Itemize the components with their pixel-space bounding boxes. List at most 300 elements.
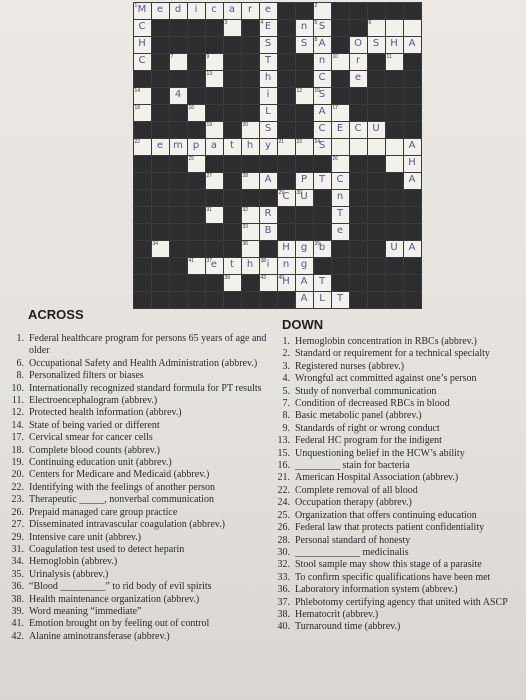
grid-cell[interactable]	[259, 121, 278, 139]
grid-cell[interactable]	[187, 2, 206, 20]
grid-block	[295, 104, 314, 122]
cell-letter: S	[318, 139, 326, 151]
down-clue	[272, 547, 524, 559]
grid-cell[interactable]	[331, 172, 350, 190]
grid-block	[385, 223, 404, 241]
across-clue	[6, 618, 268, 630]
grid-block	[295, 155, 314, 173]
down-heading: DOWN	[282, 317, 324, 332]
grid-cell[interactable]	[403, 138, 422, 156]
grid-cell[interactable]	[367, 121, 386, 139]
clue-text: Hemoglobin concentration in RBCs (abbrev.)	[295, 336, 477, 347]
grid-cell[interactable]	[349, 70, 368, 88]
clue-text: Unquestioning belief in the HCW’s ability	[295, 447, 465, 459]
down-clue	[272, 584, 524, 596]
grid-block	[403, 53, 422, 71]
grid-block	[367, 223, 386, 241]
grid-cell[interactable]	[205, 70, 224, 88]
grid-block	[241, 70, 260, 88]
grid-cell[interactable]	[259, 223, 278, 241]
grid-block	[205, 87, 224, 105]
grid-cell[interactable]	[187, 155, 206, 173]
cell-letter: b	[318, 241, 326, 253]
grid-cell[interactable]	[223, 274, 242, 292]
grid-cell[interactable]	[187, 257, 206, 275]
grid-cell[interactable]	[259, 274, 278, 292]
grid-block	[385, 189, 404, 207]
grid-cell[interactable]	[223, 2, 242, 20]
cell-letter: A	[264, 173, 272, 185]
grid-block	[241, 53, 260, 71]
cell-letter: y	[265, 139, 271, 151]
grid-cell[interactable]	[259, 36, 278, 54]
cell-letter: B	[264, 224, 272, 236]
cell-letter: A	[300, 275, 308, 287]
clue-number: 36.	[277, 584, 290, 596]
grid-block	[151, 70, 170, 88]
grid-block	[367, 2, 386, 20]
grid-block	[241, 104, 260, 122]
grid-cell[interactable]	[295, 257, 314, 275]
clue-text: To confirm specific qualifications have been met	[295, 571, 491, 583]
clue-text: Coagulation test used to detect heparin	[29, 543, 185, 555]
clue-number: 20.	[11, 469, 24, 481]
cell-number: 27	[206, 172, 213, 179]
grid-block	[277, 223, 296, 241]
grid-block	[331, 70, 350, 88]
across-clue	[6, 569, 268, 581]
clue-text: Basic metabolic panel (abbrev.)	[295, 410, 422, 422]
grid-block	[349, 206, 368, 224]
grid-block	[349, 172, 368, 190]
clue-number: 41.	[11, 618, 24, 630]
grid-cell[interactable]	[259, 257, 278, 275]
cell-number: 5	[314, 19, 318, 26]
clue-text: Protected health information (abbrev.)	[29, 407, 182, 419]
down-clue	[272, 423, 524, 435]
grid-cell[interactable]	[187, 104, 206, 122]
grid-block	[367, 257, 386, 275]
grid-cell[interactable]	[205, 172, 224, 190]
clue-number: 6.	[16, 357, 24, 369]
grid-cell[interactable]	[241, 172, 260, 190]
grid-block	[205, 274, 224, 292]
clue-number: 17.	[11, 432, 24, 444]
clue-number: 34.	[11, 556, 24, 568]
grid-cell[interactable]	[295, 240, 314, 258]
grid-cell[interactable]	[169, 53, 188, 71]
down-clue	[272, 597, 524, 609]
grid-cell[interactable]	[385, 19, 404, 37]
cell-letter: M	[137, 3, 147, 15]
grid-block	[349, 257, 368, 275]
grid-cell[interactable]	[331, 104, 350, 122]
cell-letter: T	[336, 207, 344, 219]
cell-letter: t	[230, 139, 234, 151]
grid-block	[403, 104, 422, 122]
grid-cell[interactable]	[241, 240, 260, 258]
cell-letter: e	[156, 3, 164, 15]
grid-cell[interactable]	[277, 274, 296, 292]
grid-cell[interactable]	[295, 138, 314, 156]
grid-cell[interactable]	[331, 155, 350, 173]
grid-cell[interactable]	[385, 240, 404, 258]
grid-cell[interactable]	[151, 240, 170, 258]
grid-block	[241, 274, 260, 292]
grid-cell[interactable]	[385, 155, 404, 173]
grid-cell[interactable]	[331, 53, 350, 71]
grid-block	[133, 121, 152, 139]
grid-cell[interactable]	[313, 87, 332, 105]
grid-block	[277, 87, 296, 105]
grid-cell[interactable]	[277, 189, 296, 207]
grid-block	[151, 206, 170, 224]
grid-block	[223, 121, 242, 139]
cell-letter: E	[336, 122, 344, 134]
grid-cell[interactable]	[313, 138, 332, 156]
grid-block	[277, 291, 296, 309]
grid-cell[interactable]	[295, 189, 314, 207]
grid-block	[331, 36, 350, 54]
grid-cell[interactable]	[133, 138, 152, 156]
grid-block	[403, 291, 422, 309]
cell-letter: C	[318, 71, 326, 83]
cell-letter: T	[318, 275, 326, 287]
across-clue	[6, 457, 268, 469]
grid-cell[interactable]	[205, 121, 224, 139]
clue-number: 5.	[282, 385, 290, 397]
clue-number: 30.	[277, 546, 290, 558]
across-clue-list	[6, 333, 268, 643]
grid-block	[151, 87, 170, 105]
clue-text: State of being varied or different	[29, 419, 160, 431]
grid-block	[241, 19, 260, 37]
grid-cell[interactable]	[241, 121, 260, 139]
cell-letter: C	[318, 122, 326, 134]
grid-block	[187, 223, 206, 241]
clue-text: Personalized filters or biases	[29, 370, 144, 382]
grid-cell[interactable]	[403, 155, 422, 173]
grid-cell[interactable]	[313, 53, 332, 71]
grid-cell[interactable]	[205, 53, 224, 71]
grid-cell[interactable]	[295, 172, 314, 190]
grid-cell[interactable]	[313, 2, 332, 20]
across-clue	[6, 581, 268, 593]
grid-cell[interactable]	[205, 206, 224, 224]
grid-cell[interactable]	[205, 2, 224, 20]
grid-block	[151, 291, 170, 309]
grid-cell[interactable]	[313, 19, 332, 37]
grid-block	[259, 189, 278, 207]
grid-cell[interactable]	[313, 291, 332, 309]
clue-number: 26.	[11, 506, 24, 518]
grid-block	[187, 189, 206, 207]
grid-cell[interactable]	[259, 172, 278, 190]
grid-cell[interactable]	[295, 87, 314, 105]
clue-number: 15.	[277, 447, 290, 459]
cell-number: 11	[386, 53, 392, 60]
cell-letter: a	[228, 3, 236, 15]
grid-cell[interactable]	[169, 87, 188, 105]
cell-number: 21	[278, 138, 285, 145]
cell-letter: n	[336, 190, 344, 202]
clue-text: Condition of decreased RBCs in blood	[295, 398, 450, 410]
grid-block	[349, 2, 368, 20]
grid-cell[interactable]	[133, 36, 152, 54]
grid-cell[interactable]	[133, 87, 152, 105]
grid-block	[187, 121, 206, 139]
cell-number: 18	[134, 104, 141, 111]
grid-cell[interactable]	[169, 138, 188, 156]
clue-number: 40.	[277, 621, 290, 633]
grid-cell[interactable]	[259, 70, 278, 88]
grid-block	[277, 19, 296, 37]
grid-cell[interactable]	[259, 19, 278, 37]
grid-block	[241, 189, 260, 207]
grid-cell[interactable]	[313, 240, 332, 258]
grid-block	[205, 240, 224, 258]
grid-cell[interactable]	[385, 36, 404, 54]
grid-cell[interactable]	[259, 206, 278, 224]
cell-number: 34	[152, 240, 159, 247]
clue-number: 27.	[11, 519, 24, 531]
grid-cell[interactable]	[331, 138, 350, 156]
cell-number: 33	[242, 223, 249, 230]
cell-letter: S	[372, 37, 380, 49]
down-clue	[272, 535, 524, 547]
cell-letter: U	[390, 241, 398, 253]
clue-text: Occupational Safety and Health Administration (abbrev.)	[29, 357, 258, 369]
grid-block	[187, 291, 206, 309]
grid-cell[interactable]	[331, 206, 350, 224]
cell-number: 35	[314, 240, 321, 247]
grid-cell[interactable]	[331, 223, 350, 241]
grid-block	[241, 36, 260, 54]
grid-cell[interactable]	[259, 2, 278, 20]
grid-cell[interactable]	[277, 240, 296, 258]
cell-letter: H	[408, 156, 416, 168]
grid-block	[187, 19, 206, 37]
grid-cell[interactable]	[349, 36, 368, 54]
clue-text: Standard or requirement for a technical specialty	[295, 348, 490, 360]
down-clue	[272, 559, 524, 571]
grid-cell[interactable]	[259, 87, 278, 105]
across-clue	[6, 594, 268, 606]
grid-block	[385, 172, 404, 190]
grid-block	[241, 155, 260, 173]
grid-block	[187, 36, 206, 54]
across-clue	[6, 445, 268, 457]
grid-cell[interactable]	[295, 19, 314, 37]
across-clue	[6, 407, 268, 419]
grid-block	[367, 274, 386, 292]
grid-block	[169, 19, 188, 37]
grid-cell[interactable]	[133, 53, 152, 71]
grid-cell[interactable]	[313, 104, 332, 122]
cell-letter: m	[173, 139, 183, 151]
clue-text: “Blood _________” to rid body of evil spirits	[29, 581, 212, 593]
grid-cell[interactable]	[313, 70, 332, 88]
grid-block	[331, 240, 350, 258]
cell-letter: S	[318, 20, 326, 32]
clue-text: Organization that offers continuing education	[295, 509, 477, 521]
cell-letter: U	[372, 122, 380, 134]
grid-block	[331, 2, 350, 20]
grid-block	[169, 36, 188, 54]
grid-block	[313, 189, 332, 207]
cell-letter: i	[266, 88, 270, 100]
grid-cell[interactable]	[385, 53, 404, 71]
grid-block	[403, 189, 422, 207]
down-clue	[272, 348, 524, 360]
clue-text: Personal standard of honesty	[295, 534, 411, 546]
grid-cell[interactable]	[295, 274, 314, 292]
grid-cell[interactable]	[259, 53, 278, 71]
grid-block	[385, 2, 404, 20]
clue-text: Federal HC program for the indigent	[295, 435, 442, 447]
grid-block	[151, 223, 170, 241]
grid-block	[169, 121, 188, 139]
grid-block	[385, 104, 404, 122]
clue-text: Intensive care unit (abbrev.)	[29, 531, 142, 543]
grid-cell[interactable]	[349, 138, 368, 156]
clue-text: Federal law that protects patient confidentiality	[295, 522, 485, 534]
cell-number: 14	[134, 87, 141, 94]
grid-block	[151, 257, 170, 275]
grid-block	[349, 240, 368, 258]
grid-cell[interactable]	[367, 138, 386, 156]
cell-letter: C	[336, 173, 344, 185]
clue-text: _____________ medicinalis	[295, 546, 409, 558]
cell-letter: r	[247, 3, 253, 15]
grid-cell[interactable]	[349, 121, 368, 139]
grid-block	[151, 172, 170, 190]
grid-block	[133, 206, 152, 224]
cell-number: 6	[368, 19, 372, 26]
grid-cell[interactable]	[187, 138, 206, 156]
clue-number: 21.	[277, 472, 290, 484]
cell-letter: C	[282, 190, 290, 202]
grid-cell[interactable]	[403, 172, 422, 190]
clue-number: 32.	[277, 559, 290, 571]
grid-block	[403, 70, 422, 88]
grid-block	[205, 223, 224, 241]
grid-block	[295, 206, 314, 224]
cell-letter: n	[318, 54, 326, 66]
grid-cell[interactable]	[277, 138, 296, 156]
clue-number: 23.	[11, 494, 24, 506]
grid-cell[interactable]	[331, 189, 350, 207]
clue-text: Stool sample may show this stage of a parasite	[295, 559, 482, 571]
grid-block	[277, 172, 296, 190]
grid-cell[interactable]	[223, 19, 242, 37]
cell-letter: p	[192, 139, 200, 151]
cell-letter: L	[319, 292, 325, 304]
grid-cell[interactable]	[205, 257, 224, 275]
down-clue-list	[272, 336, 524, 634]
cell-letter: T	[264, 54, 272, 66]
grid-cell[interactable]	[169, 2, 188, 20]
grid-block	[133, 274, 152, 292]
grid-cell[interactable]	[403, 240, 422, 258]
grid-block	[295, 223, 314, 241]
grid-cell[interactable]	[367, 36, 386, 54]
grid-cell[interactable]	[151, 138, 170, 156]
cell-number: 1	[134, 2, 138, 9]
cell-number: 2	[314, 2, 318, 9]
grid-cell[interactable]	[313, 274, 332, 292]
grid-cell[interactable]	[241, 257, 260, 275]
grid-block	[349, 189, 368, 207]
clue-number: 33.	[277, 571, 290, 583]
grid-block	[169, 155, 188, 173]
down-clue	[272, 510, 524, 522]
grid-block	[169, 104, 188, 122]
grid-block	[133, 189, 152, 207]
grid-block	[151, 53, 170, 71]
grid-cell[interactable]	[133, 2, 152, 20]
clue-number: 22.	[11, 481, 24, 493]
clue-number: 4.	[282, 373, 290, 385]
grid-cell[interactable]	[313, 172, 332, 190]
clue-number: 7.	[282, 398, 290, 410]
grid-cell[interactable]	[241, 206, 260, 224]
cell-number: 42	[260, 274, 267, 281]
grid-cell[interactable]	[151, 2, 170, 20]
grid-cell[interactable]	[385, 138, 404, 156]
grid-block	[349, 104, 368, 122]
clue-number: 35.	[11, 568, 24, 580]
across-clue	[6, 432, 268, 444]
grid-cell[interactable]	[223, 257, 242, 275]
grid-cell[interactable]	[295, 36, 314, 54]
grid-cell[interactable]	[259, 138, 278, 156]
grid-cell[interactable]	[223, 138, 242, 156]
grid-block	[367, 206, 386, 224]
grid-cell[interactable]	[295, 291, 314, 309]
grid-cell[interactable]	[241, 223, 260, 241]
grid-block	[187, 240, 206, 258]
grid-cell[interactable]	[313, 36, 332, 54]
cell-letter: P	[300, 173, 308, 185]
grid-cell[interactable]	[403, 36, 422, 54]
grid-cell[interactable]	[349, 53, 368, 71]
grid-cell[interactable]	[313, 121, 332, 139]
clue-text: Prepaid managed care group practice	[29, 506, 178, 518]
grid-cell[interactable]	[331, 121, 350, 139]
grid-cell[interactable]	[331, 291, 350, 309]
cell-letter: T	[318, 173, 326, 185]
cell-number: 32	[242, 206, 249, 213]
grid-cell[interactable]	[403, 19, 422, 37]
grid-cell[interactable]	[133, 19, 152, 37]
grid-cell[interactable]	[241, 138, 260, 156]
grid-cell[interactable]	[277, 257, 296, 275]
clue-text: Hematocrit (abbrev.)	[295, 608, 379, 620]
grid-cell[interactable]	[259, 104, 278, 122]
clue-text: Study of nonverbal communication	[295, 385, 437, 397]
grid-cell[interactable]	[205, 138, 224, 156]
grid-cell[interactable]	[133, 104, 152, 122]
clue-text: Phlebotomy certifying agency that united with ASCP	[295, 596, 508, 608]
grid-block	[187, 70, 206, 88]
grid-block	[133, 240, 152, 258]
grid-block	[385, 257, 404, 275]
cell-number: 23	[296, 138, 303, 145]
grid-cell[interactable]	[367, 19, 386, 37]
cell-number: 28	[242, 172, 249, 179]
grid-cell[interactable]	[241, 2, 260, 20]
